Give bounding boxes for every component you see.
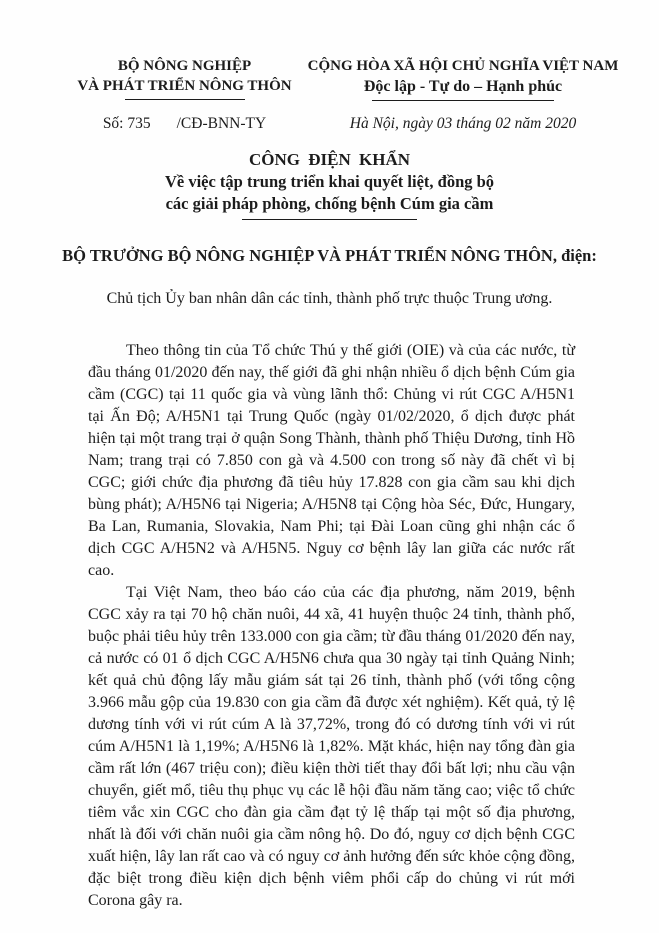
body-paragraph-2: Tại Việt Nam, theo báo cáo của các địa phương, năm 2019, bệnh CGC xảy ra tại 70 hộ chăn nuôi, 44 xã, 41 huyện thuộc 24 tỉnh, thành phố, buộc phải tiêu hủy trên 133.000 con gia cầm; từ đầu tháng 01/2020 đến nay, cả nước có 01 ổ dịch CGC A/H5N6 chưa qua 30 ngày tại tỉnh Quảng Ninh; kết quả chủ động lấy mẫu giám sát tại 26 tỉnh, thành phố (với tổng cộng 3.966 mẫu gộp của 19.830 con gia cầm đã được xét nghiệm). Kết quả, tỷ lệ dương tính với vi rút cúm A là 37,72%, trong đó có dương tính với vi rút cúm A/H5N1 là 1,19%; A/H5N6 là 1,82%. Mặt khác, hiện nay tổng đàn gia cầm rất lớn (467 triệu con); điều kiện thời tiết thay đổi bất lợi; nhu cầu vận chuyển, giết mổ, tiêu thụ phục vụ các lễ hội đầu năm tăng cao; việc tổ chức tiêm vắc xin CGC cho đàn gia cầm đạt tỷ lệ thấp tại một số địa phương, nhất là đối với chăn nuôi gia cầm nông hộ. Do đó, nguy cơ dịch bệnh CGC xuất hiện, lây lan rất cao và có nguy cơ ảnh hưởng đến sức khỏe cộng đồng, đặc biệt trong điều kiện dịch bệnh viêm phổi cấp do chủng vi rút mới Corona gây ra. [88,584,575,909]
document-header [0,0,659,101]
org-underline [125,99,245,100]
meta-row [0,101,659,133]
subject-underline [242,219,417,220]
subject-line2: các giải pháp phòng, chống bệnh Cúm gia cầm [165,194,494,213]
national-name: CỘNG HÒA XÃ HỘI CHỦ NGHĨA VIỆT NAM [307,58,619,74]
national-header-block [297,56,629,101]
sender-line: BỘ TRƯỞNG BỘ NÔNG NGHIỆP VÀ PHÁT TRIỂN NÔNG THÔN, điện: [62,246,597,265]
issuing-org-line1: BỘ NÔNG NGHIỆP [117,58,252,74]
subject-line1: Về việc tập trung triển khai quyết liệt, đồng bộ [164,172,495,191]
place-date: Hà Nội, ngày 03 tháng 02 năm 2020 [349,115,577,132]
doc-number [72,115,297,133]
motto-underline [372,100,554,101]
national-motto: Độc lập - Tự do – Hạnh phúc [363,78,563,95]
issuing-org-line2: VÀ PHÁT TRIỂN NÔNG THÔN [77,78,292,94]
doc-number-label: Số: 735 [102,115,151,132]
title-block [0,149,659,220]
doc-number-code: /CĐ-BNN-TY [176,115,267,132]
recipient-line: Chủ tịch Ủy ban nhân dân các tỉnh, thành phố trực thuộc Trung ương. [106,290,553,307]
document-body [0,340,659,912]
issuing-org-block [72,56,297,100]
document-title: CÔNG ĐIỆN KHẨN [248,150,410,169]
body-paragraph-1: Theo thông tin của Tổ chức Thú y thế giới (OIE) và của các nước, từ đầu tháng 01/2020 đến nay, thế giới đã ghi nhận nhiều ổ dịch bệnh Cúm gia cầm (CGC) tại 11 quốc gia và vùng lãnh thổ: Chủng vi rút CGC A/H5N1 tại Ấn Độ; A/H5N1 tại Trung Quốc (ngày 01/02/2020, ổ dịch được phát hiện tại một trang trại ở quận Song Thành, thành phố Thiệu Dương, tỉnh Hồ Nam; trang trại có 7.850 con gà và 4.500 con trong số này đã chết vì bị CGC; giới chức địa phương đã tiêu hủy 17.828 con gia cầm sau khi dịch bùng phát); A/H5N6 tại Nigeria; A/H5N8 tại Cộng hòa Séc, Đức, Hungary, Ba Lan, Rumania, Slovakia, Nam Phi; tại Đài Loan cũng ghi nhận các ổ dịch CGC A/H5N2 và A/H5N5. Nguy cơ bệnh lây lan giữa các nước rất cao. [88,342,575,579]
